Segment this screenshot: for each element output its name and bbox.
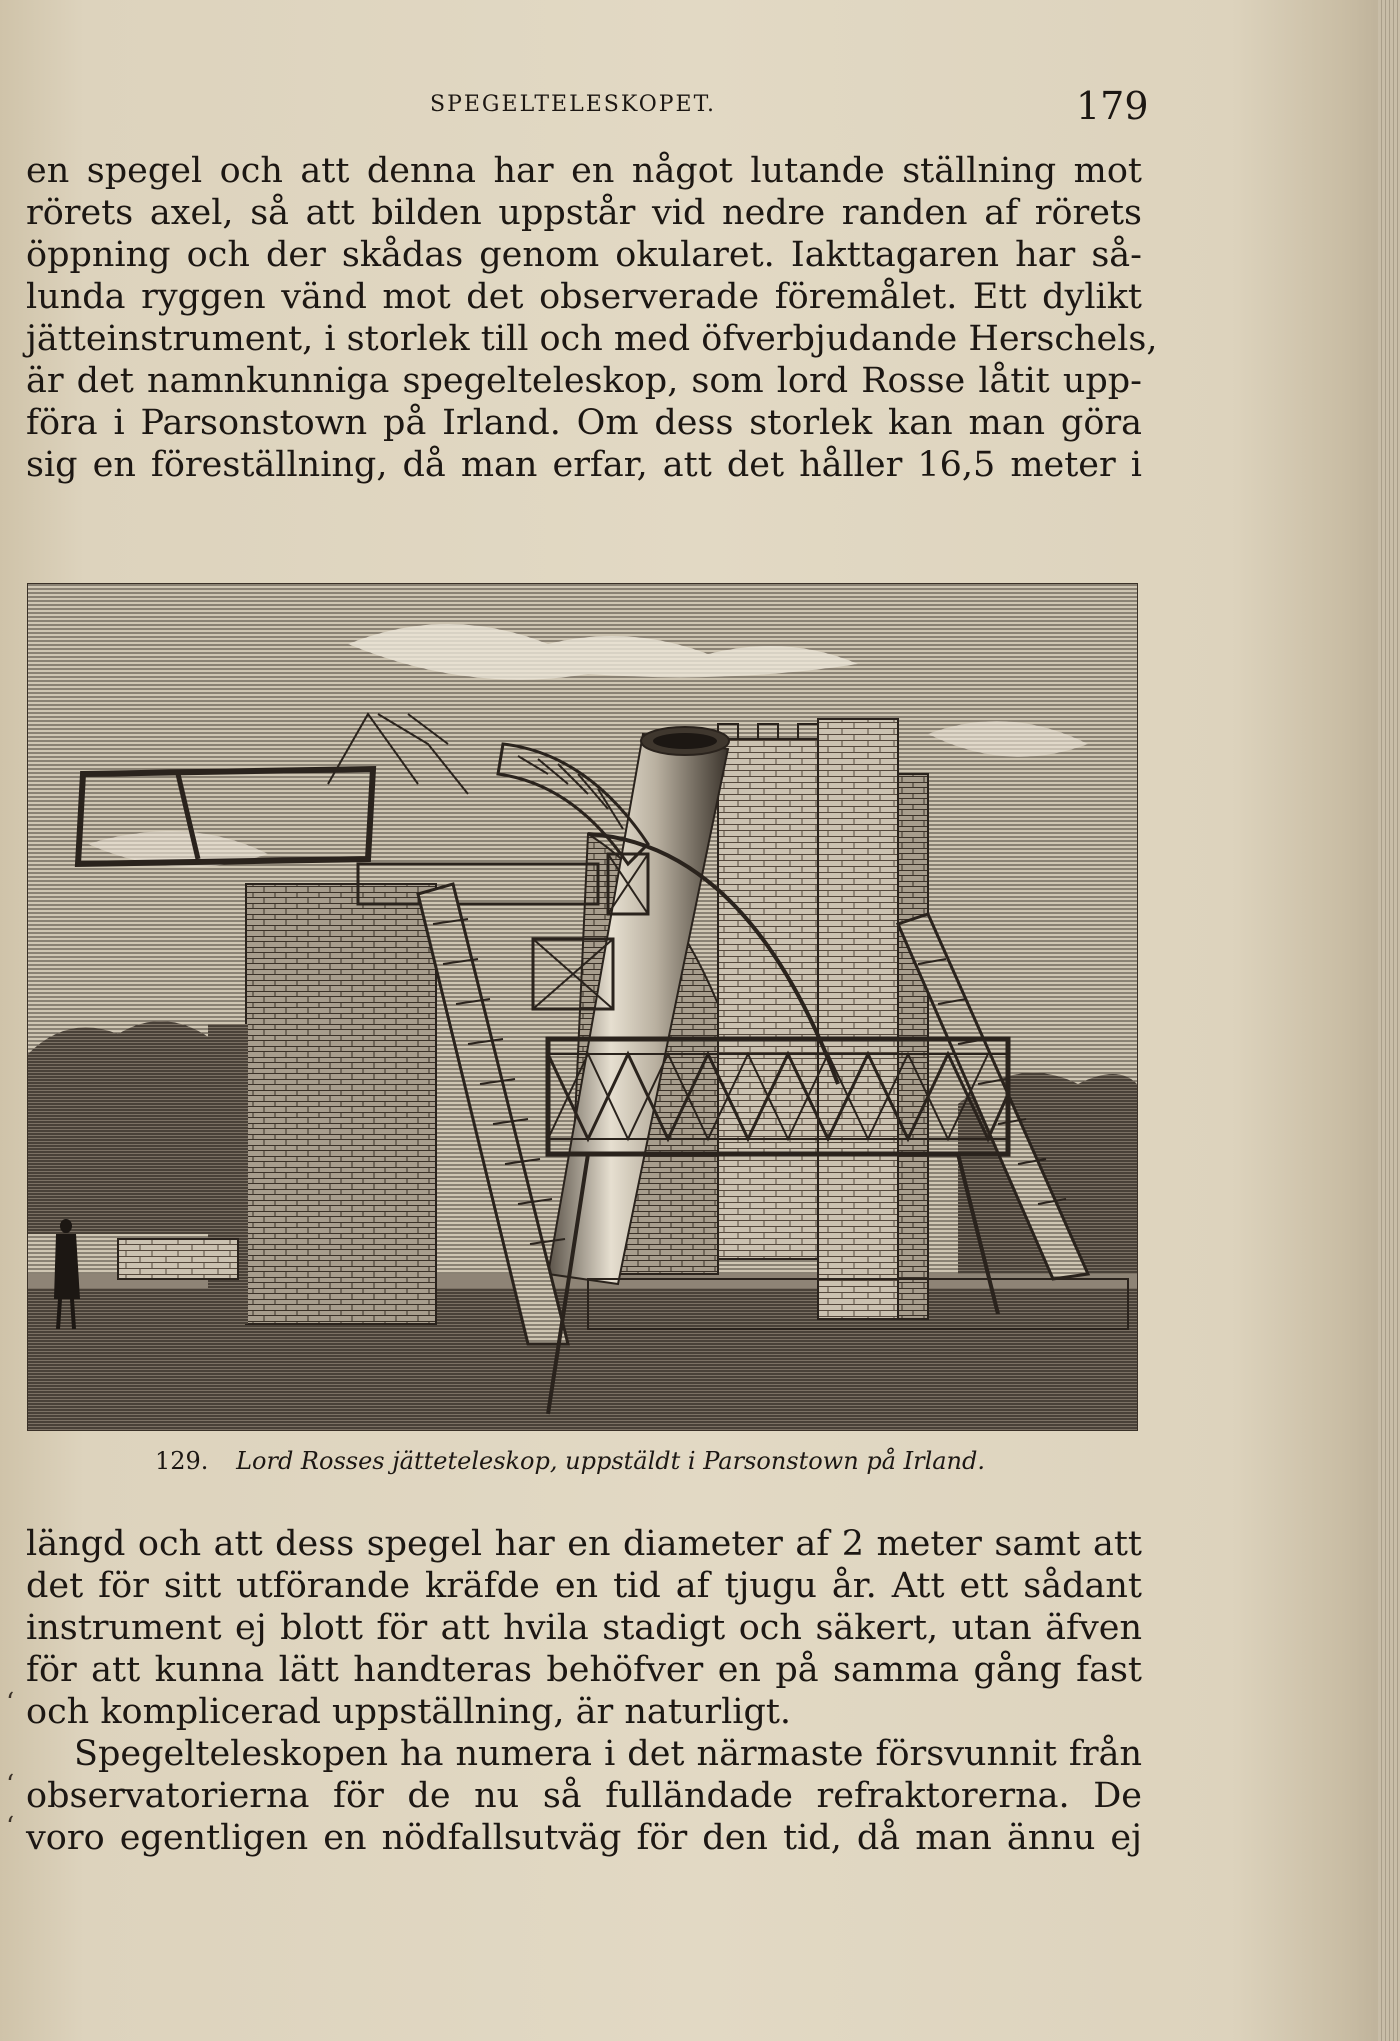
text-line: det för sitt utförande kräfde en tid af tjugu år. Att ett sådant <box>26 1566 1142 1606</box>
page-edge <box>1378 0 1400 2041</box>
text-line: lunda ryggen vänd mot det observerade föremålet. Ett dylikt <box>26 277 1142 317</box>
figure-caption <box>155 1447 1035 1475</box>
text-line: instrument ej blott för att hvila stadigt och säkert, utan äfven <box>26 1608 1142 1648</box>
engraving-illustration <box>28 584 1137 1430</box>
figure-caption-text: Lord Rosses jätteteleskop, uppstäldt i Parsonstown på Irland. <box>236 1447 985 1475</box>
figure-number: 129. <box>155 1447 209 1475</box>
text-line: öppning och der skådas genom okularet. Iakttagaren har så- <box>26 235 1142 275</box>
text-line: är det namnkunniga spegelteleskop, som lord Rosse låtit upp- <box>26 361 1142 401</box>
text-line: och komplicerad uppställning, är naturligt. <box>26 1692 792 1732</box>
margin-mark: ‘ <box>6 1770 15 1800</box>
text-line: för att kunna lätt handteras behöfver en på samma gång fast <box>26 1650 1142 1690</box>
paragraph-top <box>26 150 1158 486</box>
telescope-engraving <box>27 583 1138 1431</box>
text-line: sig en föreställning, då man erfar, att det håller 16,5 meter i <box>26 445 1142 485</box>
paragraph-bottom <box>26 1523 1142 1859</box>
text-line: jätteinstrument, i storlek till och med öfverbjudande Herschels, <box>26 319 1158 359</box>
text-line: rörets axel, så att bilden uppstår vid nedre randen af rörets <box>26 193 1142 233</box>
margin-mark: ‘ <box>6 1812 15 1842</box>
page-number: 179 <box>1076 84 1149 128</box>
text-line: Spegelteleskopen ha numera i det närmaste försvunnit från <box>74 1734 1142 1774</box>
text-line: föra i Parsonstown på Irland. Om dess storlek kan man göra <box>26 403 1142 443</box>
text-line: voro egentligen en nödfallsutväg för den tid, då man ännu ej <box>26 1818 1142 1858</box>
text-line: observatorierna för de nu så fulländade refraktorerna. De <box>26 1776 1142 1816</box>
text-line: en spegel och att denna har en något lutande ställning mot <box>26 151 1142 191</box>
margin-mark: ‘ <box>6 1688 15 1718</box>
text-line: längd och att dess spegel har en diameter af 2 meter samt att <box>26 1524 1142 1564</box>
running-title: SPEGELTELESKOPET. <box>430 92 717 117</box>
